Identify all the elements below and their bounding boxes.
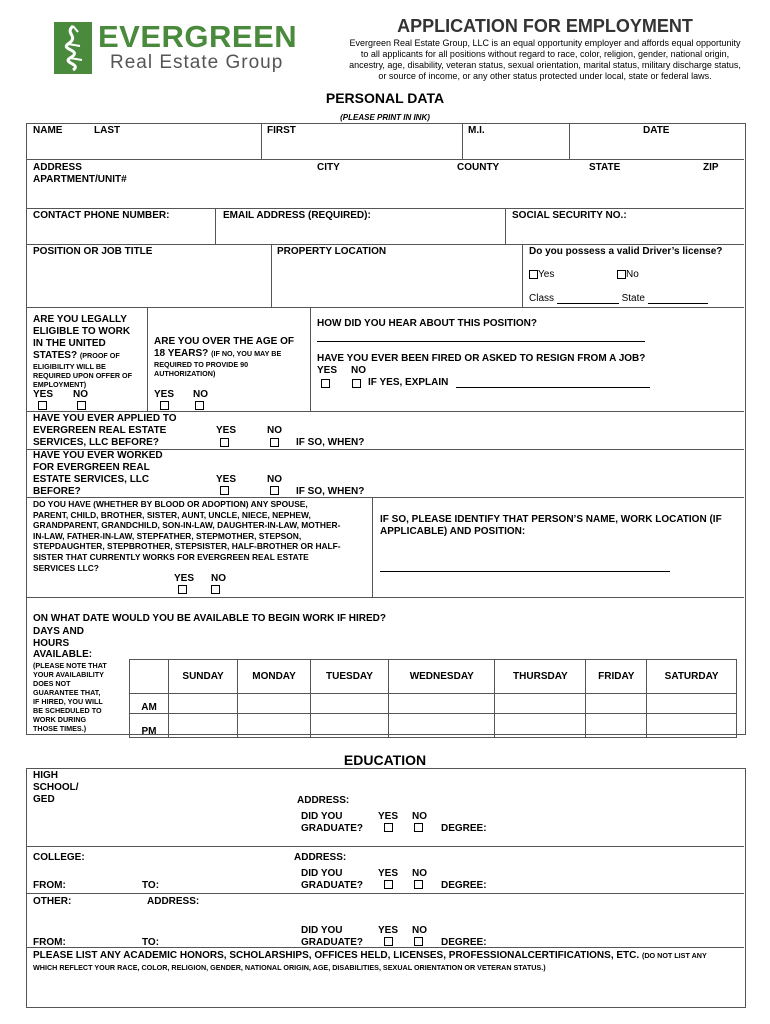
- college-label: COLLEGE:: [33, 852, 85, 863]
- worked-line-4: BEFORE?: [33, 486, 81, 497]
- apartment-label: APARTMENT/UNIT#: [33, 174, 127, 185]
- worked-line-1: HAVE YOU EVER WORKED: [33, 450, 163, 461]
- divider: [271, 244, 272, 307]
- eligible-no-checkbox[interactable]: [77, 401, 86, 410]
- days-note-line: BE SCHEDULED TO: [33, 706, 102, 715]
- divider: [462, 123, 463, 159]
- state-label: STATE: [589, 162, 621, 173]
- license-class-label: Class: [529, 293, 555, 304]
- personal-data-title: PERSONAL DATA: [325, 90, 445, 106]
- other-graduate-label: GRADUATE?: [301, 937, 364, 948]
- college-no-checkbox[interactable]: [414, 880, 423, 889]
- college-yes-label: YES: [378, 868, 399, 879]
- age-yes-checkbox[interactable]: [160, 401, 169, 410]
- worked-no-checkbox[interactable]: [270, 486, 279, 495]
- other-address-label: ADDRESS:: [147, 896, 200, 907]
- relative-no-label: NO: [211, 573, 226, 584]
- email-label: EMAIL ADDRESS (REQUIRED):: [223, 210, 371, 221]
- eligible-line-4: STATES? (PROOF OF: [33, 350, 120, 361]
- license-state-field[interactable]: [648, 303, 708, 304]
- hear-question: HOW DID YOU HEAR ABOUT THIS POSITION?: [317, 318, 538, 329]
- schedule-cell[interactable]: [647, 694, 737, 714]
- eligible-line-2: ELIGIBLE TO WORK: [33, 326, 131, 337]
- schedule-cell[interactable]: [310, 714, 388, 738]
- worked-block: [33, 450, 163, 498]
- worked-yes-label: YES: [216, 474, 237, 485]
- schedule-cell[interactable]: [169, 714, 238, 738]
- day-saturday: SATURDAY: [647, 660, 737, 694]
- divider: [26, 947, 744, 948]
- divider: [26, 159, 744, 160]
- divider: [26, 846, 744, 847]
- college-degree-label: DEGREE:: [441, 880, 487, 891]
- other-yes-checkbox[interactable]: [384, 937, 393, 946]
- license-yes-checkbox[interactable]: [529, 270, 538, 279]
- last-name-label: LAST: [94, 125, 121, 136]
- eligible-note-3: REQUIRED UPON OFFER OF: [33, 371, 133, 380]
- applied-line-1: HAVE YOU EVER APPLIED TO: [33, 413, 177, 424]
- availability-schedule: [129, 659, 737, 738]
- hs-no-checkbox[interactable]: [414, 823, 423, 832]
- logo-sub: Real Estate Group: [110, 52, 284, 73]
- divider: [310, 307, 311, 411]
- days-note-line: THOSE TIMES.): [33, 724, 87, 733]
- age-note-3: AUTHORIZATION): [154, 369, 216, 378]
- days-line-1: DAYS AND: [33, 626, 84, 637]
- divider: [26, 307, 744, 308]
- fired-question: HAVE YOU EVER BEEN FIRED OR ASKED TO RESIGN FROM A JOB?: [317, 353, 646, 364]
- eligible-note-4: EMPLOYMENT): [33, 380, 87, 389]
- age-note-2: REQUIRED TO PROVIDE 90: [154, 360, 249, 369]
- fired-no-label: NO: [351, 365, 366, 376]
- worked-line-3: ESTATE SERVICES, LLC: [33, 474, 150, 485]
- college-to-label: TO:: [142, 880, 160, 891]
- license-no-label: No: [626, 269, 639, 280]
- property-label: PROPERTY LOCATION: [277, 246, 387, 257]
- county-label: COUNTY: [457, 162, 500, 173]
- hear-answer-line[interactable]: [317, 341, 645, 342]
- eligible-no-label: NO: [73, 389, 88, 400]
- days-note-line: GUARANTEE THAT,: [33, 688, 101, 697]
- divider: [505, 208, 506, 244]
- relative-line-1: DO YOU HAVE (WHETHER BY BLOOD OR ADOPTION) ANY SPOUSE,: [33, 499, 308, 509]
- age-line-2: 18 YEARS? (IF NO, YOU MAY BE: [154, 348, 282, 359]
- relative-line-5: STEPDAUGHTER, STEPBROTHER, STEPSISTER, HALF-BROTHER OR HALF-: [33, 541, 341, 552]
- schedule-cell[interactable]: [169, 694, 238, 714]
- applied-no-checkbox[interactable]: [270, 438, 279, 447]
- relative-yes-checkbox[interactable]: [178, 585, 187, 594]
- worked-no-label: NO: [267, 474, 282, 485]
- age-no-label: NO: [193, 389, 208, 400]
- relative-yes-label: YES: [174, 573, 195, 584]
- relative-line-3: GRANDPARENT, GRANDCHILD, SON-IN-LAW, DAUGHTER-IN-LAW, MOTHER-: [33, 520, 341, 531]
- eeo-line-4: or source of income, or any other status protected under local, state or federal laws.: [378, 71, 712, 81]
- schedule-cell[interactable]: [238, 714, 311, 738]
- honors-question: [33, 950, 748, 961]
- schedule-cell[interactable]: [495, 694, 586, 714]
- college-yes-checkbox[interactable]: [384, 880, 393, 889]
- zip-label: ZIP: [703, 162, 719, 173]
- schedule-corner: [130, 660, 169, 694]
- days-line-3: AVAILABLE:: [33, 649, 93, 660]
- applied-line-2: EVERGREEN REAL ESTATE: [33, 425, 167, 436]
- relative-line-7: SERVICES LLC?: [33, 562, 99, 573]
- eligible-yes-checkbox[interactable]: [38, 401, 47, 410]
- license-no: [617, 269, 639, 280]
- day-tuesday: TUESDAY: [310, 660, 388, 694]
- address-label: ADDRESS: [33, 162, 82, 173]
- fired-no-checkbox[interactable]: [352, 379, 361, 388]
- am-label: AM: [130, 694, 169, 714]
- college-from-label: FROM:: [33, 880, 66, 891]
- honors-note-2: WHICH REFLECT YOUR RACE, COLOR, RELIGION, GENDER, NATIONAL ORIGIN, AGE, DISABILITIES, SEXUAL ORIENTATION OR VETERAN STATUS.): [33, 963, 546, 972]
- days-line-2: HOURS: [33, 637, 70, 649]
- applied-no-label: NO: [267, 425, 282, 436]
- hs-degree-label: DEGREE:: [441, 823, 487, 834]
- relative-line-4: IN-LAW, FATHER-IN-LAW, STEPFATHER, STEPMOTHER, STEPSON,: [33, 530, 302, 541]
- license-no-checkbox[interactable]: [617, 270, 626, 279]
- days-block: [33, 626, 92, 661]
- license-class-field[interactable]: [557, 303, 619, 304]
- eligible-line-1: ARE YOU LEGALLY: [33, 314, 127, 325]
- age-no-checkbox[interactable]: [195, 401, 204, 410]
- fired-yes-checkbox[interactable]: [321, 379, 330, 388]
- days-note-line: (PLEASE NOTE THAT: [33, 661, 107, 670]
- honors-text: PLEASE LIST ANY ACADEMIC HONORS, SCHOLARSHIPS, OFFICES HELD, LICENSES, PROFESSIONALCERTIFICATIONS, ETC.: [33, 950, 640, 961]
- day-friday: FRIDAY: [586, 660, 647, 694]
- middle-initial-label: M.I.: [468, 125, 485, 136]
- applied-block: [33, 413, 177, 449]
- day-monday: MONDAY: [238, 660, 311, 694]
- available-date-question: ON WHAT DATE WOULD YOU BE AVAILABLE TO BEGIN WORK IF HIRED?: [33, 613, 386, 624]
- days-note-line: WORK DURING: [33, 715, 87, 724]
- divider: [147, 307, 148, 411]
- hs-address-label: ADDRESS:: [297, 795, 350, 806]
- day-sunday: SUNDAY: [169, 660, 238, 694]
- license-class: [529, 293, 708, 304]
- age-block: [154, 336, 310, 378]
- eligible-note-2: ELIGIBILITY WILL BE: [33, 362, 106, 371]
- schedule-cell[interactable]: [647, 714, 737, 738]
- eeo-line-3: ancestry, age, disability, veteran status, sexual orientation, marital status, military discharge status,: [349, 60, 741, 70]
- other-did-you-label: DID YOU: [301, 925, 343, 936]
- college-did-you-label: DID YOU: [301, 868, 343, 879]
- divider: [26, 208, 744, 209]
- relative-no-checkbox[interactable]: [211, 585, 220, 594]
- worked-yes-checkbox[interactable]: [220, 486, 229, 495]
- applied-line-3: SERVICES, LLC BEFORE?: [33, 437, 159, 448]
- schedule-cell[interactable]: [389, 694, 495, 714]
- eligibility-block: [33, 314, 145, 389]
- schedule-cell[interactable]: [586, 714, 647, 738]
- relative-line-6: SISTER THAT CURRENTLY WORKS FOR EVERGREEN REAL ESTATE: [33, 551, 309, 562]
- hs-graduate-label: GRADUATE?: [301, 823, 364, 834]
- date-label: DATE: [643, 125, 670, 136]
- name-label: NAME: [33, 125, 63, 136]
- relative-line-2: PARENT, CHILD, BROTHER, SISTER, AUNT, UNCLE, NIECE, NEPHEW,: [33, 509, 311, 520]
- other-to-label: TO:: [142, 937, 160, 948]
- schedule-cell[interactable]: [586, 694, 647, 714]
- high-school-label: HIGH SCHOOL/ GED: [33, 770, 79, 805]
- eeo-line-1: Evergreen Real Estate Group, LLC is an equal opportunity employer and affords equal opportunity: [349, 38, 741, 48]
- schedule-cell[interactable]: [389, 714, 495, 738]
- fired-yes-label: YES: [317, 365, 338, 376]
- other-no-label: NO: [412, 925, 427, 936]
- divider: [215, 208, 216, 244]
- schedule-cell[interactable]: [310, 694, 388, 714]
- license-yes-label: Yes: [538, 269, 555, 280]
- days-note-line: YOUR AVAILABILITY: [33, 670, 104, 679]
- license-state-label: State: [621, 293, 645, 304]
- hs-yes-label: YES: [378, 811, 399, 822]
- divider: [26, 893, 744, 894]
- print-note: (PLEASE PRINT IN INK): [340, 113, 430, 122]
- honors-note-1: (DO NOT LIST ANY: [641, 951, 707, 960]
- city-label: CITY: [317, 162, 340, 173]
- applied-yes-label: YES: [216, 425, 237, 436]
- other-from-label: FROM:: [33, 937, 66, 948]
- college-address-label: ADDRESS:: [294, 852, 347, 863]
- identify-line-2: APPLICABLE) AND POSITION:: [380, 526, 526, 537]
- college-no-label: NO: [412, 868, 427, 879]
- days-note: [33, 661, 129, 733]
- fired-explain-line[interactable]: [456, 387, 650, 388]
- page-title: APPLICATION FOR EMPLOYMENT: [397, 16, 693, 36]
- license-question: Do you possess a valid Driver’s license?: [529, 246, 723, 257]
- eeo-statement: [330, 38, 760, 82]
- other-no-checkbox[interactable]: [414, 937, 423, 946]
- divider: [26, 411, 744, 412]
- first-name-label: FIRST: [267, 125, 296, 136]
- applied-when-label: IF SO, WHEN?: [296, 437, 365, 448]
- days-note-line: DOES NOT: [33, 679, 71, 688]
- identify-block: [380, 514, 722, 538]
- divider: [26, 244, 744, 245]
- other-yes-label: YES: [378, 925, 399, 936]
- age-yes-label: YES: [154, 389, 175, 400]
- schedule-cell[interactable]: [495, 714, 586, 738]
- college-graduate-label: GRADUATE?: [301, 880, 364, 891]
- schedule-cell[interactable]: [238, 694, 311, 714]
- day-wednesday: WEDNESDAY: [389, 660, 495, 694]
- divider: [26, 597, 744, 598]
- identify-line-1: IF SO, PLEASE IDENTIFY THAT PERSON’S NAME, WORK LOCATION (IF: [380, 514, 722, 525]
- position-label: POSITION OR JOB TITLE: [33, 246, 153, 257]
- days-note-line: IF HIRED, YOU WILL: [33, 697, 103, 706]
- tree-icon: [54, 22, 92, 74]
- eeo-line-2: to all applicants for all positions without regard to race, color, religion, gender, national origin,: [360, 49, 730, 59]
- divider: [569, 123, 570, 159]
- eligible-line-3: IN THE UNITED: [33, 338, 106, 349]
- age-line-1: ARE YOU OVER THE AGE OF: [154, 336, 295, 347]
- hs-no-label: NO: [412, 811, 427, 822]
- hs-yes-checkbox[interactable]: [384, 823, 393, 832]
- logo-brand: EVERGREEN: [98, 19, 298, 54]
- fired-explain-label: IF YES, EXPLAIN: [368, 377, 449, 388]
- identify-answer-line[interactable]: [380, 571, 670, 572]
- worked-line-2: FOR EVERGREEN REAL: [33, 462, 150, 473]
- divider: [522, 244, 523, 307]
- eligible-yes-label: YES: [33, 389, 54, 400]
- pm-label: PM: [130, 714, 169, 738]
- license-yes: [529, 269, 554, 280]
- other-degree-label: DEGREE:: [441, 937, 487, 948]
- other-label: OTHER:: [33, 896, 72, 907]
- day-thursday: THURSDAY: [495, 660, 586, 694]
- applied-yes-checkbox[interactable]: [220, 438, 229, 447]
- relative-block: [33, 499, 373, 573]
- phone-label: CONTACT PHONE NUMBER:: [33, 210, 170, 221]
- logo: [54, 19, 298, 78]
- worked-when-label: IF SO, WHEN?: [296, 486, 365, 497]
- ssn-label: SOCIAL SECURITY NO.:: [512, 210, 627, 221]
- education-title: EDUCATION: [343, 752, 427, 768]
- hs-did-you-label: DID YOU: [301, 811, 343, 822]
- divider: [261, 123, 262, 159]
